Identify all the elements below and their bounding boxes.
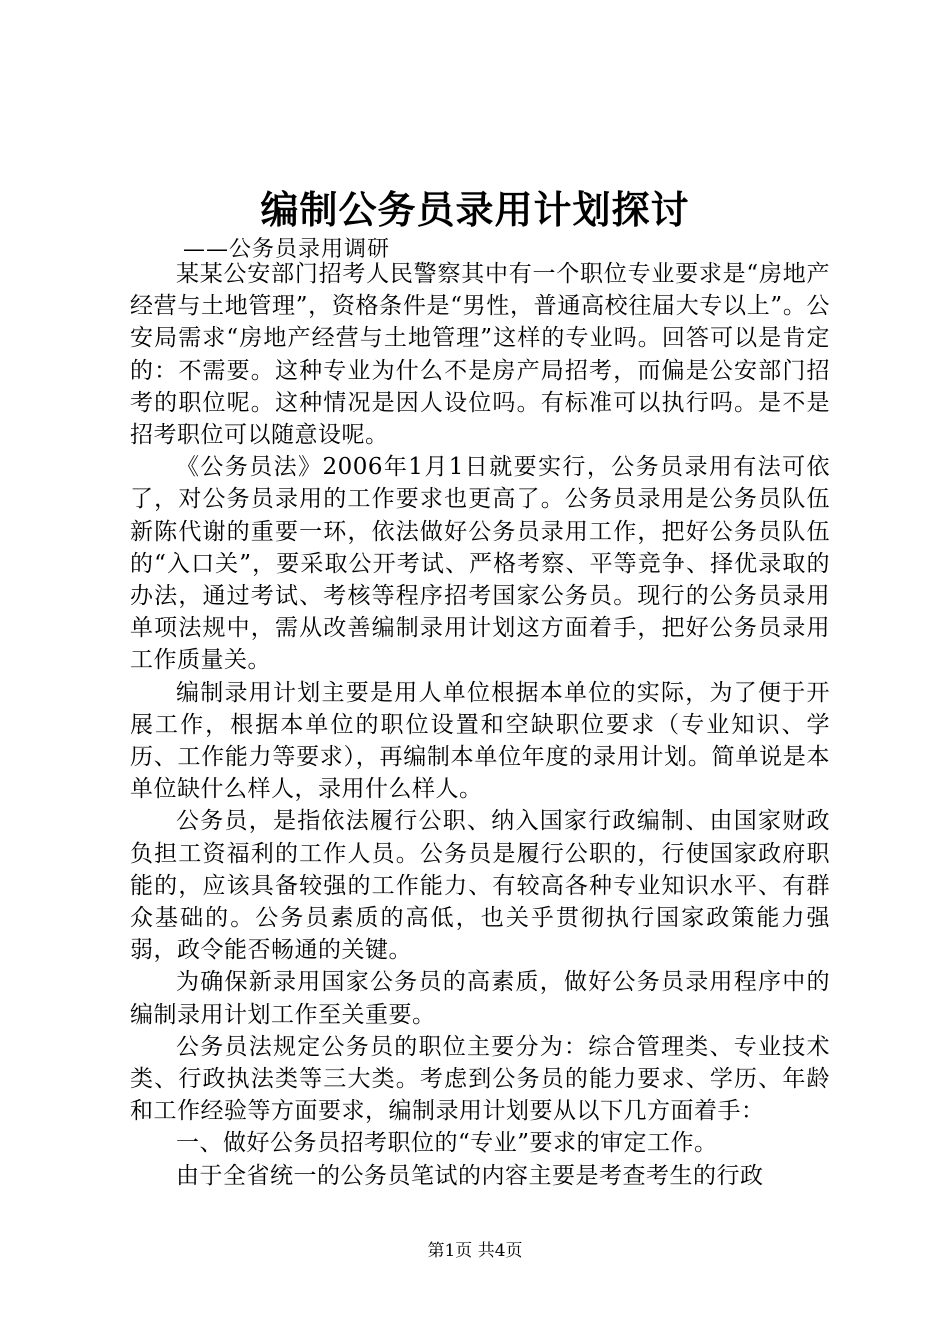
- paragraphs-container: [130, 258, 830, 1192]
- document-title: 编制公务员录用计划探讨: [260, 187, 690, 232]
- paragraph-3: 编制录用计划主要是用人单位根据本单位的实际，为了便于开展工作，根据本单位的职位设置和空缺职位要求（专业知识、学历、工作能力等要求），再编制本单位年度的录用计划。简单说是本单位缺什么样人，录用什么样人。: [130, 679, 830, 803]
- paragraph-5: 为确保新录用国家公务员的高素质，做好公务员录用程序中的编制录用计划工作至关重要。: [130, 969, 830, 1028]
- paragraph-1: 某某公安部门招考人民警察其中有一个职位专业要求是“房地产经营与土地管理”，资格条件是“男性，普通高校往届大专以上”。公安局需求“房地产经营与土地管理”这样的专业吗。回答可以是肯定的：不需要。这种专业为什么不是房产局招考，而偏是公安部门招考的职位呢。这种情况是因人设位吗。有标准可以执行吗。是不是招考职位可以随意设呢。: [130, 261, 830, 449]
- paragraph-7: 一、做好公务员招考职位的“专业”要求的审定工作。: [176, 1130, 718, 1157]
- paragraph-8: 由于全省统一的公务员笔试的内容主要是考查考生的行政: [176, 1162, 764, 1189]
- paragraph-6: 公务员法规定公务员的职位主要分为：综合管理类、专业技术类、行政执法类等三大类。考虑到公务员的能力要求、学历、年龄和工作经验等方面要求，编制录用计划要从以下几方面着手：: [130, 1033, 830, 1125]
- document-subtitle: ——公务员录用调研: [183, 237, 391, 262]
- paragraph-4: 公务员，是指依法履行公职、纳入国家行政编制、由国家财政负担工资福利的工作人员。公务员是履行公职的，行使国家政府职能的，应该具备较强的工作能力、有较高各种专业知识水平、有群众基础的。公务员素质的高低，也关乎贯彻执行国家政策能力强弱，政令能否畅通的关键。: [130, 808, 830, 964]
- page-number: 第1页 共4页: [427, 1241, 523, 1261]
- paragraph-2: 《公务员法》2006年1月1日就要实行，公务员录用有法可依了，对公务员录用的工作要求也更高了。公务员录用是公务员队伍新陈代谢的重要一环，依法做好公务员录用工作，把好公务员队伍的“入口关”，要采取公开考试、严格考察、平等竞争、择优录取的办法，通过考试、考核等程序招考国家公务员。现行的公务员录用单项法规中，需从改善编制录用计划这方面着手，把好公务员录用工作质量关。: [130, 454, 830, 674]
